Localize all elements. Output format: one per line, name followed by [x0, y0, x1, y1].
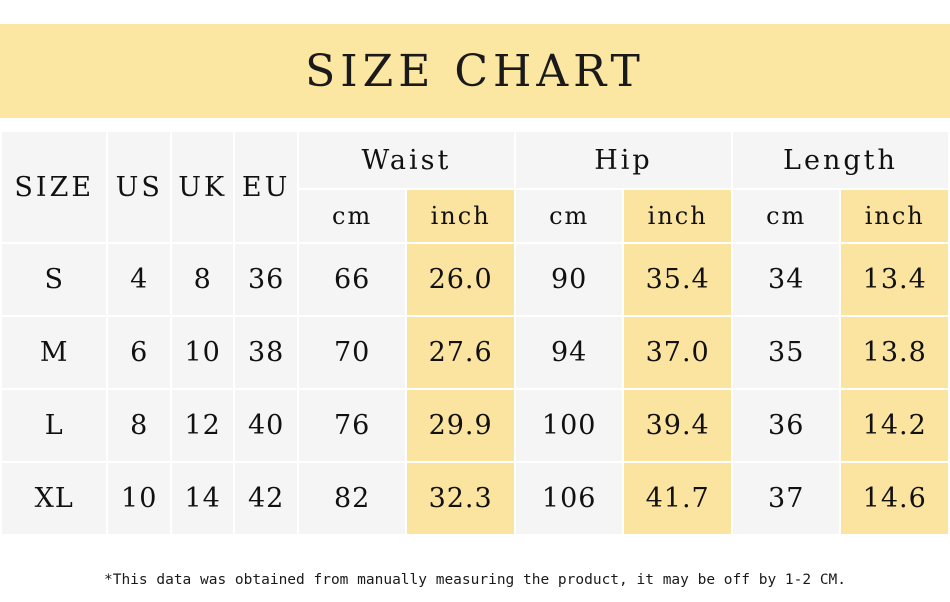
header-eu: EU — [234, 131, 297, 243]
header-uk: UK — [171, 131, 234, 243]
cell-waist-cm: 66 — [298, 243, 407, 316]
header-waist-inch: inch — [406, 189, 515, 243]
cell-hip-inch: 41.7 — [623, 462, 732, 535]
measurement-footnote: *This data was obtained from manually measuring the product, it may be off by 1-2 CM. — [103, 572, 847, 588]
table-row — [1, 243, 949, 316]
cell-size: XL — [1, 462, 107, 535]
cell-hip-cm: 90 — [515, 243, 624, 316]
cell-hip-inch: 37.0 — [623, 316, 732, 389]
header-length-cm: cm — [732, 189, 841, 243]
cell-us: 4 — [107, 243, 170, 316]
cell-eu: 42 — [234, 462, 297, 535]
cell-length-cm: 37 — [732, 462, 841, 535]
cell-hip-cm: 106 — [515, 462, 624, 535]
cell-waist-cm: 82 — [298, 462, 407, 535]
cell-length-cm: 35 — [732, 316, 841, 389]
header-hip-inch: inch — [623, 189, 732, 243]
cell-size: L — [1, 389, 107, 462]
cell-uk: 8 — [171, 243, 234, 316]
header-waist-cm: cm — [298, 189, 407, 243]
cell-us: 10 — [107, 462, 170, 535]
cell-waist-inch: 29.9 — [406, 389, 515, 462]
cell-eu: 38 — [234, 316, 297, 389]
cell-waist-inch: 26.0 — [406, 243, 515, 316]
cell-length-inch: 14.6 — [840, 462, 949, 535]
cell-hip-cm: 100 — [515, 389, 624, 462]
cell-uk: 10 — [171, 316, 234, 389]
cell-us: 6 — [107, 316, 170, 389]
table-header — [1, 131, 949, 243]
header-us: US — [107, 131, 170, 243]
cell-hip-inch: 39.4 — [623, 389, 732, 462]
cell-length-inch: 13.8 — [840, 316, 949, 389]
cell-size: M — [1, 316, 107, 389]
cell-waist-inch: 27.6 — [406, 316, 515, 389]
cell-uk: 14 — [171, 462, 234, 535]
cell-uk: 12 — [171, 389, 234, 462]
table-row — [1, 316, 949, 389]
cell-length-cm: 34 — [732, 243, 841, 316]
header-group-hip: Hip — [515, 131, 732, 189]
cell-us: 8 — [107, 389, 170, 462]
cell-waist-inch: 32.3 — [406, 462, 515, 535]
header-group-length: Length — [732, 131, 949, 189]
table-body — [1, 243, 949, 535]
cell-eu: 40 — [234, 389, 297, 462]
cell-size: S — [1, 243, 107, 316]
cell-length-inch: 14.2 — [840, 389, 949, 462]
table-row — [1, 389, 949, 462]
table-row — [1, 462, 949, 535]
cell-hip-inch: 35.4 — [623, 243, 732, 316]
cell-eu: 36 — [234, 243, 297, 316]
table-header-row-main — [1, 131, 949, 189]
title-banner — [0, 24, 950, 118]
size-chart-table — [0, 130, 950, 536]
header-size: SIZE — [1, 131, 107, 243]
cell-waist-cm: 70 — [298, 316, 407, 389]
header-group-waist: Waist — [298, 131, 515, 189]
page-title: SIZE CHART — [305, 45, 645, 97]
cell-hip-cm: 94 — [515, 316, 624, 389]
header-hip-cm: cm — [515, 189, 624, 243]
header-length-inch: inch — [840, 189, 949, 243]
size-chart-table-wrapper — [0, 130, 950, 536]
cell-length-inch: 13.4 — [840, 243, 949, 316]
cell-waist-cm: 76 — [298, 389, 407, 462]
cell-length-cm: 36 — [732, 389, 841, 462]
